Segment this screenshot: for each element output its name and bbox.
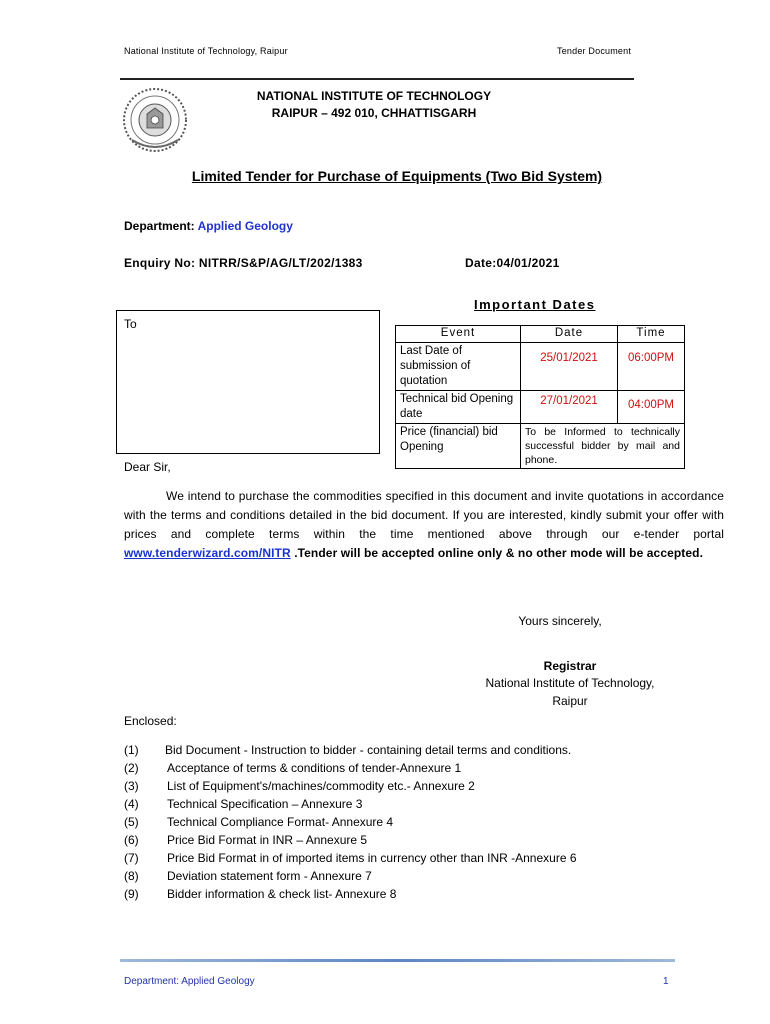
date-cell: 25/01/2021 xyxy=(521,343,618,391)
enclosed-label: Enclosed: xyxy=(124,714,177,728)
item-text: Price Bid Format in INR – Annexure 5 xyxy=(167,833,368,847)
address-box xyxy=(116,310,380,454)
item-number: (3) xyxy=(124,779,139,793)
salutation: Dear Sir, xyxy=(124,460,171,474)
document-date: Date:04/01/2021 xyxy=(465,256,560,270)
body-notice: .Tender will be accepted online only & no other mode will be accepted. xyxy=(294,546,704,560)
item-text: List of Equipment's/machines/commodity etc.- Annexure 2 xyxy=(167,779,475,793)
time-cell: 04:00PM xyxy=(618,391,685,424)
table-header-row xyxy=(396,326,685,343)
header-rule xyxy=(120,78,634,80)
footer-rule xyxy=(120,959,675,962)
item-number: (5) xyxy=(124,815,139,829)
header-institute: National Institute of Technology, Raipur xyxy=(124,46,288,56)
item-text: Acceptance of terms & conditions of tender-Annexure 1 xyxy=(167,761,462,775)
date-cell: 27/01/2021 xyxy=(521,391,618,424)
signatory-city: Raipur xyxy=(552,694,588,708)
important-dates-heading: Important Dates xyxy=(474,297,596,312)
page-number: 1 xyxy=(663,976,669,987)
header-doc-type: Tender Document xyxy=(557,46,632,56)
item-text: Deviation statement form - Annexure 7 xyxy=(167,869,372,883)
note-cell: To be Informed to technically successful bidder by mail and phone. xyxy=(521,424,685,469)
header-time: Time xyxy=(618,326,685,343)
important-dates-table xyxy=(395,325,685,469)
item-number: (8) xyxy=(124,869,139,883)
institute-name: NATIONAL INSTITUTE OF TECHNOLOGY xyxy=(256,89,492,103)
header-event: Event xyxy=(396,326,521,343)
department-label: Department: xyxy=(124,219,195,233)
item-number: (1) xyxy=(124,743,139,757)
department-value: Applied Geology xyxy=(197,219,293,233)
tender-title: Limited Tender for Purchase of Equipments (Two Bid System) xyxy=(191,168,603,184)
item-text: Technical Specification – Annexure 3 xyxy=(167,797,363,811)
nit-raipur-logo-icon xyxy=(120,84,190,161)
item-text: Price Bid Format in of imported items in currency other than INR -Annexure 6 xyxy=(167,851,577,865)
item-number: (6) xyxy=(124,833,139,847)
item-text: Technical Compliance Format- Annexure 4 xyxy=(167,815,394,829)
institute-block xyxy=(224,88,524,122)
time-cell: 06:00PM xyxy=(618,343,685,391)
item-number: (7) xyxy=(124,851,139,865)
table-row xyxy=(396,343,685,391)
table-row xyxy=(396,424,685,469)
table-row xyxy=(396,391,685,424)
enquiry-number: Enquiry No: NITRR/S&P/AG/LT/202/1383 xyxy=(124,256,363,270)
tender-portal-link[interactable]: www.tenderwizard.com/NITR xyxy=(124,546,291,560)
signatory-org: National Institute of Technology, xyxy=(485,676,655,690)
footer-department: Department: Applied Geology xyxy=(124,976,255,987)
header-date: Date xyxy=(521,326,618,343)
signatory-title: Registrar xyxy=(543,659,597,673)
event-cell: Technical bid Opening date xyxy=(396,391,521,424)
item-number: (9) xyxy=(124,887,139,901)
letter-body xyxy=(124,487,724,563)
to-label: To xyxy=(124,317,137,331)
department-line xyxy=(124,219,293,233)
event-cell: Price (financial) bid Opening xyxy=(396,424,521,469)
institute-address: RAIPUR – 492 010, CHHATTISGARH xyxy=(271,106,477,120)
event-cell: Last Date of submission of quotation xyxy=(396,343,521,391)
yours-sincerely: Yours sincerely, xyxy=(518,614,602,628)
item-text: Bidder information & check list- Annexure 8 xyxy=(167,887,397,901)
body-paragraph: We intend to purchase the commodities specified in this document and invite quotations in accordance with the terms and conditions detailed in the bid document. If you are interested, kindly submit your offer with prices and complete terms within the time mentioned above through our e-tender portal xyxy=(124,489,724,541)
item-number: (2) xyxy=(124,761,139,775)
item-text: Bid Document - Instruction to bidder - containing detail terms and conditions. xyxy=(165,743,572,757)
item-number: (4) xyxy=(124,797,139,811)
